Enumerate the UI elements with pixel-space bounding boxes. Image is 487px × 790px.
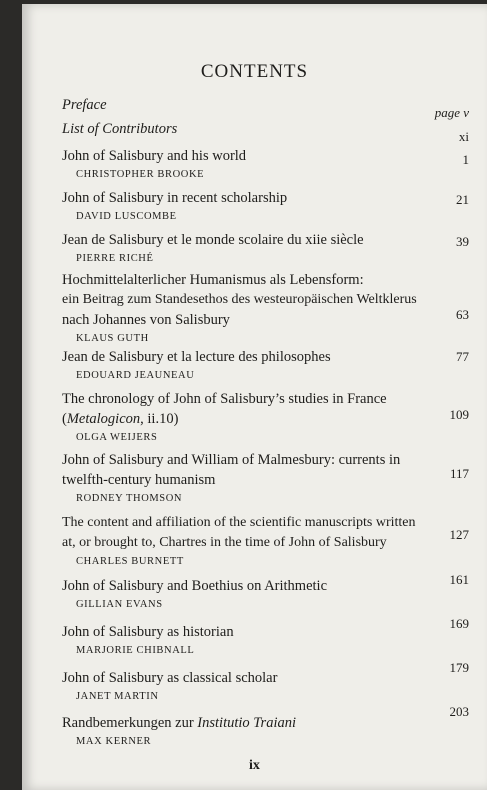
entry-author: JANET MARTIN [76,691,159,702]
contributors-label: List of Contributors [62,121,178,137]
toc-entry [62,230,462,266]
entry-title [62,713,462,733]
entry-title-line: twelfth-century humanism [62,472,216,488]
entry-author: PIERRE RICHÉ [76,253,154,264]
entry-page: 127 [449,527,469,542]
entry-page: 169 [449,616,469,631]
entry-page: 1 [462,152,469,167]
entry-author: OLGA WEIJERS [76,432,158,443]
toc-entry [62,713,462,749]
entry-page: 161 [449,572,469,587]
page-header: page v [434,105,469,120]
entry-author: CHARLES BURNETT [76,556,184,567]
contributors-entry [62,119,462,139]
toc-entry [62,450,462,506]
entry-title-line: ein Beitrag zum Standesethos des westeuropäischen Weltklerus [62,292,417,307]
entry-title: Jean de Salisbury et la lecture des philosophes [62,349,331,365]
entry-title-line: John of Salisbury and William of Malmesbury: currents in [62,452,401,468]
toc-entry [62,188,462,224]
entry-title: John of Salisbury and Boethius on Arithmetic [62,578,328,594]
entry-author: DAVID LUSCOMBE [76,211,177,222]
work-title: Metalogicon [66,411,141,427]
page-number: ix [249,758,260,773]
entry-title-line: The chronology of John of Salisbury’s studies in France [62,391,387,407]
toc-entry [62,146,462,182]
entry-title-line: Hochmittelalterlicher Humanismus als Lebensform: [62,272,364,288]
entry-author: EDOUARD JEAUNEAU [76,370,195,381]
entry-page: 39 [456,234,469,249]
entry-title-line: The content and affiliation of the scientific manuscripts written [62,515,416,530]
toc-entry [62,347,462,383]
entry-author: CHRISTOPHER BROOKE [76,169,205,180]
entry-page: 77 [456,349,469,364]
entry-page: 203 [449,704,469,719]
toc-entry [62,576,462,612]
toc-entry [62,513,462,569]
entry-title-line: nach Johannes von Salisbury [62,312,230,328]
work-ref: , ii.10) [140,411,179,427]
page-title: CONTENTS [200,61,309,82]
entry-title: John of Salisbury and his world [62,148,247,164]
entry-author: GILLIAN EVANS [76,599,163,610]
book-page [22,4,487,790]
entry-page: 109 [449,407,469,422]
entry-title-line: at, or brought to, Chartres in the time of John of Salisbury [62,535,387,550]
entry-page: 179 [449,660,469,675]
entry-page: 21 [456,192,469,207]
entry-title: John of Salisbury in recent scholarship [62,190,288,206]
toc-entry [62,622,462,658]
toc-entry [62,389,462,445]
toc-entry [62,270,462,346]
contributors-page: xi [458,129,469,144]
toc-entry [62,668,462,704]
entry-page: 63 [456,307,469,322]
preface-entry [62,95,462,115]
entry-title-line: (Metalogicon, ii.10) [62,411,179,427]
entry-title-italic: Institutio Traiani [197,715,297,731]
entry-title: John of Salisbury as classical scholar [62,670,278,686]
entry-author: KLAUS GUTH [76,333,149,344]
entry-title: John of Salisbury as historian [62,624,234,640]
entry-title-plain: Randbemerkungen zur [62,715,198,731]
entry-author: MAX KERNER [76,736,152,747]
preface-label: Preface [62,97,107,113]
entry-page: 117 [449,466,469,481]
entry-title: Jean de Salisbury et le monde scolaire du xiie siècle [62,232,364,248]
entry-author: MARJORIE CHIBNALL [76,645,195,656]
entry-author: RODNEY THOMSON [76,493,183,504]
